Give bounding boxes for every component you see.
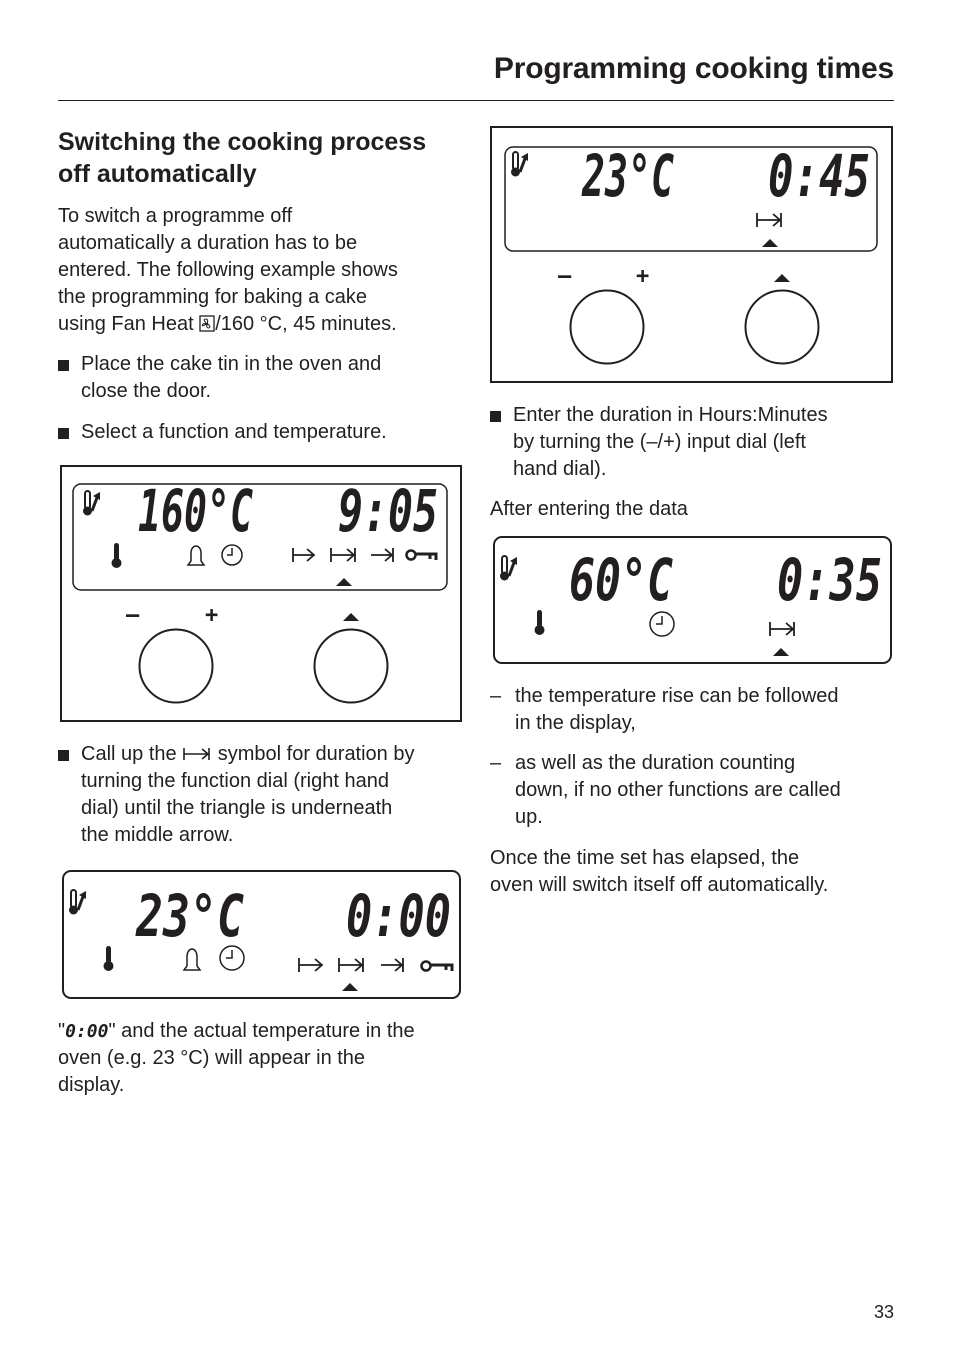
bullet-line: dial) until the triangle is underneath (81, 797, 393, 819)
dash-symbol: – (490, 685, 502, 707)
closing-line: Once the time set has elapsed, the (490, 847, 800, 869)
bullet-line: Enter the duration in Hours:Minutes (513, 404, 828, 426)
closing-line: oven will switch itself off automatically. (490, 874, 829, 896)
after-entering-text: After entering the data (490, 498, 688, 520)
bullet-square (58, 428, 69, 439)
dash-line: the temperature rise can be followed (515, 685, 839, 707)
time-readout: 0:35 (777, 546, 882, 614)
caption-quote: " (58, 1020, 66, 1042)
dash-line: down, if no other functions are called (515, 779, 841, 801)
bullet-line-part: Call up the (81, 743, 183, 765)
bullet-line: Select a function and temperature. (81, 421, 387, 443)
intro-line (58, 311, 478, 338)
intro-line: To switch a programme off (58, 205, 293, 227)
bullet-square (58, 360, 69, 371)
bullet-item (58, 351, 478, 405)
temperature-readout: 23°C (581, 142, 675, 210)
time-readout: 9:05 (338, 477, 438, 545)
fan-heat-icon (199, 315, 215, 332)
plus-label: + (205, 603, 219, 628)
caption-line (58, 1018, 478, 1045)
function-dial[interactable] (315, 630, 388, 703)
bullet-item (58, 741, 468, 849)
intro-line: the programming for baking a cake (58, 286, 368, 308)
dash-item (490, 683, 894, 737)
header-rule (58, 100, 894, 101)
bullet-item (490, 402, 894, 483)
bullet-square (58, 750, 69, 761)
bullet-square (490, 411, 501, 422)
caption-value: 0:00 (65, 1021, 109, 1042)
bullet-item (58, 419, 478, 446)
input-dial[interactable] (571, 291, 644, 364)
section-heading-line-1: Switching the cooking process (58, 128, 427, 156)
bullet-line: Place the cake tin in the oven and (81, 353, 382, 375)
time-readout: 0:00 (346, 882, 451, 950)
function-dial[interactable] (746, 291, 819, 364)
caption-line: oven (e.g. 23 °C) will appear in the (58, 1047, 366, 1069)
minus-label: – (558, 264, 572, 289)
intro-line: automatically a duration has to be (58, 232, 358, 254)
temperature-readout: 23°C (135, 882, 245, 950)
plus-label: + (636, 264, 650, 289)
duration-icon (182, 746, 212, 762)
bullet-line: by turning the (–/+) input dial (left (513, 431, 806, 453)
section-heading-line-2: off automatically (58, 160, 257, 188)
temperature-readout: 60°C (569, 546, 674, 614)
bullet-line: the middle arrow. (81, 824, 234, 846)
bullet-line: hand dial). (513, 458, 607, 480)
dash-symbol: – (490, 752, 502, 774)
dash-line: in the display, (515, 712, 636, 734)
section-heading (58, 126, 478, 190)
oven-display-panel-1 (60, 465, 462, 722)
page-title: Programming cooking times (493, 52, 894, 85)
dash-item (490, 750, 894, 831)
dash-line: as well as the duration counting (515, 752, 796, 774)
caption-line: display. (58, 1074, 125, 1096)
intro-line-part: using Fan Heat (58, 313, 200, 335)
bullet-line: close the door. (81, 380, 212, 402)
intro-line-part: /160 °C, 45 minutes. (215, 313, 397, 335)
temperature-readout: 160°C (138, 477, 254, 545)
dash-line: up. (515, 806, 543, 828)
page-number: 33 (873, 1302, 894, 1322)
input-dial[interactable] (140, 630, 213, 703)
closing-paragraph (490, 845, 894, 899)
bullet-line-part: symbol for duration by (212, 743, 415, 765)
time-readout: 0:45 (768, 142, 870, 210)
intro-paragraph (58, 203, 478, 338)
caption-paragraph (58, 1018, 478, 1099)
oven-display-panel-3 (490, 126, 894, 384)
bullet-line: turning the function dial (right hand (81, 770, 389, 792)
minus-label: – (126, 603, 140, 628)
oven-display-2 (62, 870, 462, 1000)
caption-text: " and the actual temperature in the (108, 1020, 415, 1042)
oven-display-4 (493, 536, 893, 665)
intro-line: entered. The following example shows (58, 259, 398, 281)
